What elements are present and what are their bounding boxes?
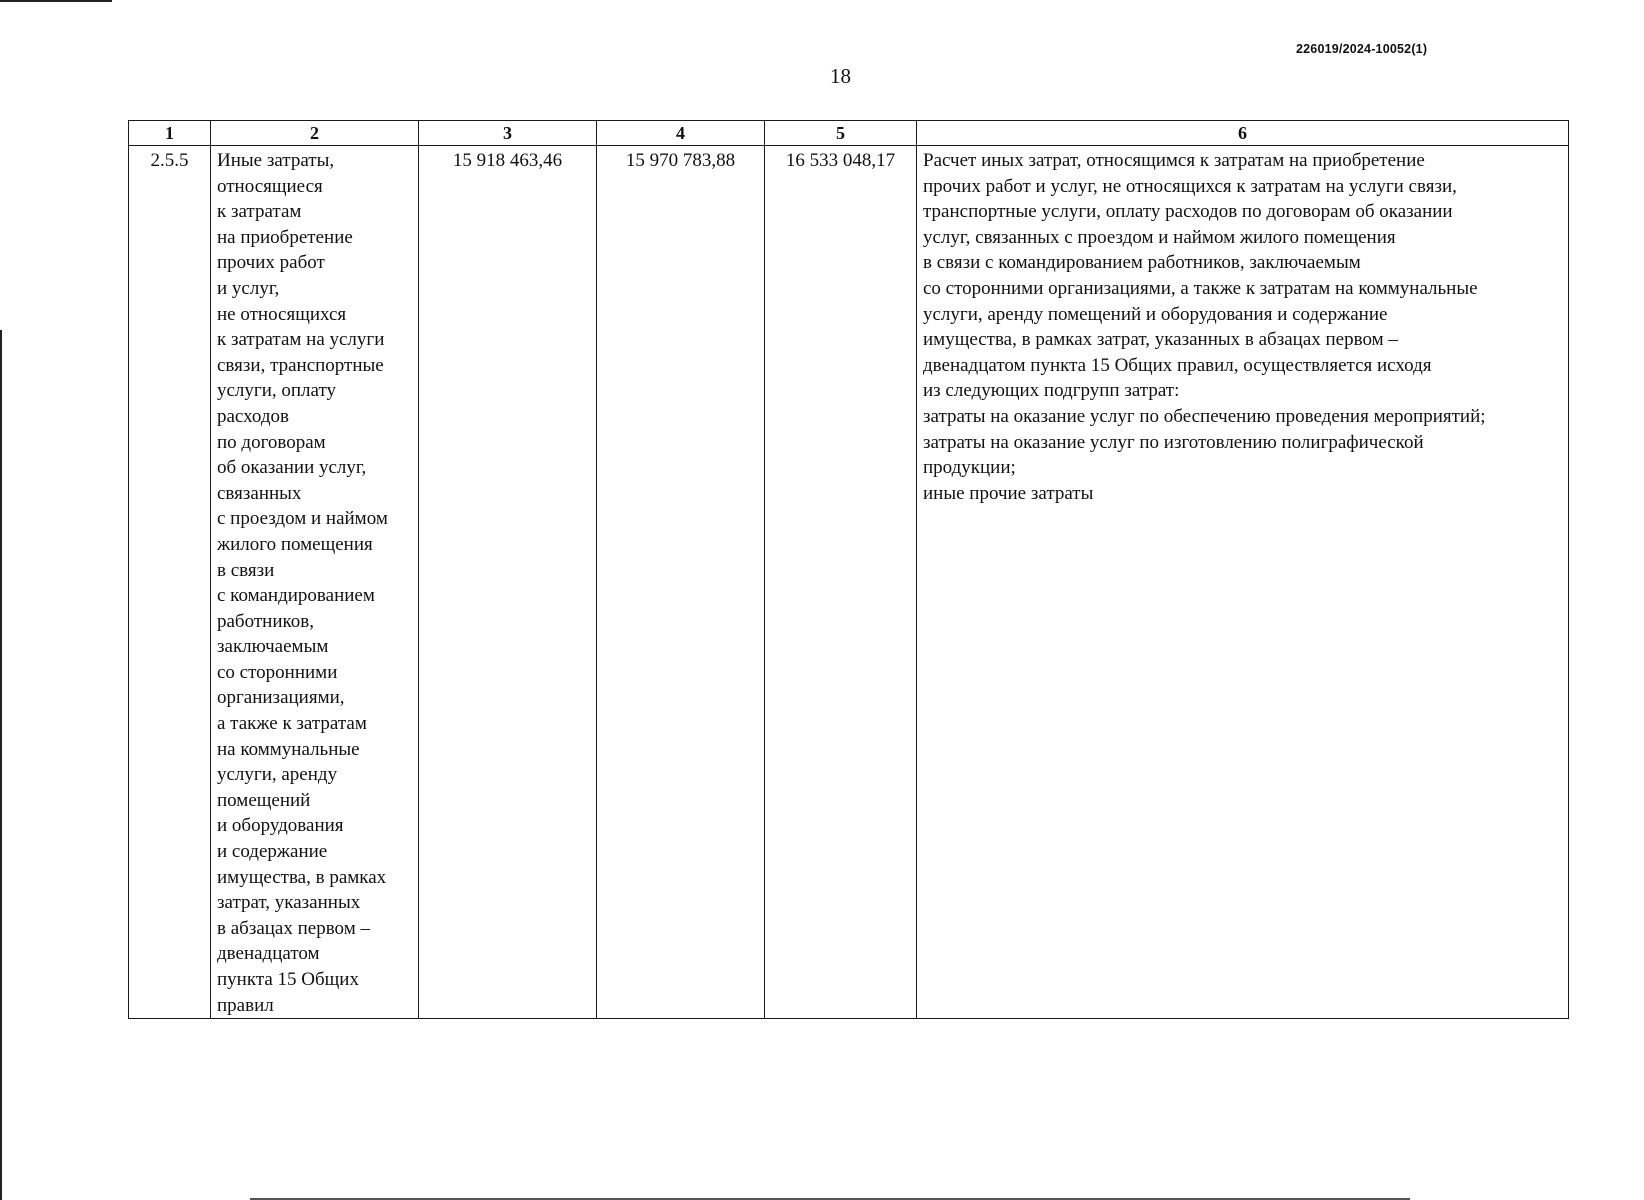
- description-line: двенадцатом пункта 15 Общих правил, осуществляется исходя: [923, 354, 1432, 376]
- name-line: связанных: [217, 482, 302, 504]
- name-line: относящиеся: [217, 175, 323, 197]
- description-line: услуги, аренду помещений и оборудования и содержание: [923, 303, 1388, 325]
- row-name: [211, 146, 419, 1019]
- table-header-row: [129, 121, 1569, 146]
- name-line: на коммунальные: [217, 738, 360, 760]
- name-line: пункта 15 Общих: [217, 969, 359, 990]
- name-line: двенадцатом: [217, 943, 320, 965]
- name-line: прочих работ: [217, 252, 325, 274]
- name-line: имущества, в рамках: [217, 866, 387, 888]
- name-line: в абзацах первом –: [217, 917, 370, 939]
- name-line: правил: [217, 994, 274, 1016]
- name-line: услуги, оплату: [217, 380, 337, 402]
- budget-table: [128, 120, 1569, 1019]
- name-line: а также к затратам: [217, 713, 367, 735]
- description-line: затраты на оказание услуг по обеспечению проведения мероприятий;: [923, 405, 1486, 427]
- description-line: услуг, связанных с проездом и наймом жилого помещения: [923, 226, 1396, 248]
- column-header: 2: [211, 121, 419, 146]
- value-column-4: 15 970 783,88: [597, 146, 765, 1019]
- description-line: продукции;: [923, 457, 1016, 479]
- description-line: иные прочие затраты: [923, 482, 1094, 504]
- column-header: 1: [129, 121, 211, 146]
- name-line: помещений: [217, 789, 311, 811]
- name-line: Иные затраты,: [217, 150, 335, 171]
- description-line: транспортные услуги, оплату расходов по договорам об оказании: [923, 201, 1453, 223]
- column-header: 5: [765, 121, 917, 146]
- description-line: со сторонними организациями, а также к затратам на коммунальные: [923, 277, 1478, 299]
- name-line: жилого помещения: [217, 533, 373, 555]
- name-line: и оборудования: [217, 815, 344, 837]
- value-column-3: 15 918 463,46: [419, 146, 597, 1019]
- scan-edge-left: [0, 330, 2, 1200]
- column-header: 6: [917, 121, 1569, 146]
- column-header: 4: [597, 121, 765, 146]
- document-number: 226019/2024-10052(1): [1296, 42, 1428, 56]
- name-line: организациями,: [217, 687, 345, 709]
- name-line: в связи: [217, 559, 275, 581]
- value-column-5: 16 533 048,17: [765, 146, 917, 1019]
- column-header: 3: [419, 121, 597, 146]
- name-line: и услуг,: [217, 277, 280, 299]
- name-line: заключаемым: [217, 636, 329, 658]
- name-line: работников,: [217, 610, 314, 632]
- page-number: 18: [830, 64, 851, 88]
- description-line: прочих работ и услуг, не относящихся к затратам на услуги связи,: [923, 175, 1457, 197]
- description-line: в связи с командированием работников, заключаемым: [923, 252, 1361, 274]
- description-line: имущества, в рамках затрат, указанных в абзацах первом –: [923, 329, 1398, 351]
- name-line: связи, транспортные: [217, 354, 384, 376]
- table-row: [129, 146, 1569, 1019]
- name-line: и содержание: [217, 841, 328, 863]
- description-line: затраты на оказание услуг по изготовлению полиграфической: [923, 431, 1424, 453]
- row-description: [917, 146, 1569, 1019]
- name-line: об оказании услуг,: [217, 457, 367, 479]
- name-line: услуги, аренду: [217, 764, 338, 786]
- name-line: к затратам на услуги: [217, 329, 385, 351]
- name-line: к затратам: [217, 201, 302, 223]
- name-line: затрат, указанных: [217, 892, 361, 914]
- name-line: по договорам: [217, 431, 326, 453]
- name-line: не относящихся: [217, 303, 347, 325]
- description-line: из следующих подгрупп затрат:: [923, 380, 1180, 402]
- row-number: 2.5.5: [129, 146, 211, 1019]
- scan-edge-top: [0, 0, 112, 2]
- name-line: на приобретение: [217, 226, 353, 248]
- name-line: с командированием: [217, 585, 375, 607]
- description-line: Расчет иных затрат, относящимся к затратам на приобретение: [923, 150, 1425, 171]
- name-line: с проездом и наймом: [217, 508, 388, 530]
- name-line: со сторонними: [217, 661, 338, 683]
- name-line: расходов: [217, 405, 289, 427]
